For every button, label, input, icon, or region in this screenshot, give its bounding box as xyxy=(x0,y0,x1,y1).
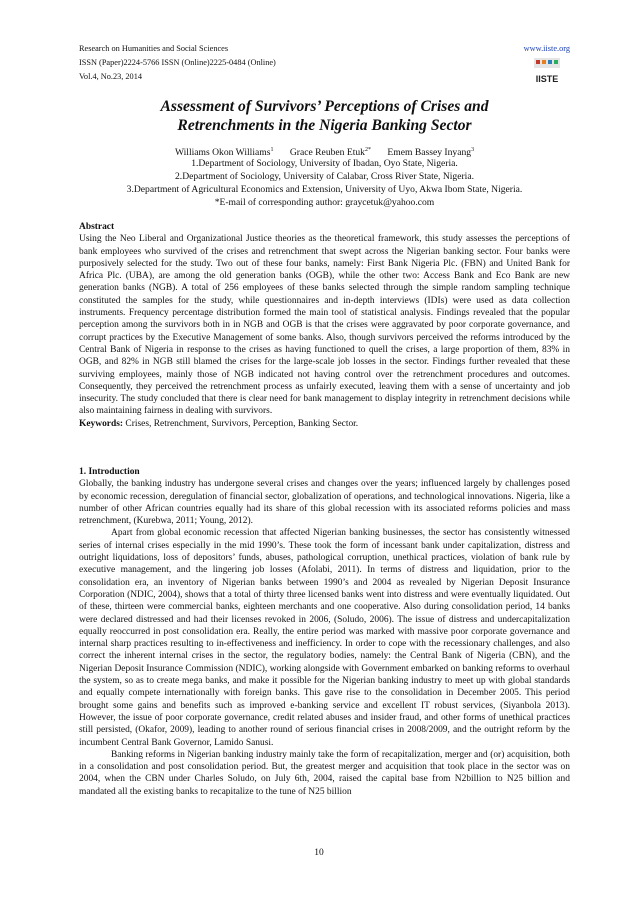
abstract-text: Using the Neo Liberal and Organizational Justice theories as the theoretical framework, this study assesses the perceptions of bank employees who survived of the crises and retrenchment that swept across the Nigerian banking sector. Four banks were purposively selected for the study. Two out of these four banks, namely: First Bank Nigeria Plc. (FBN) and United Bank for Africa Plc. (UBA), are among the old generation banks (OGB), while the other two: Access Bank and Eco Bank are new generation banks (NGB). A total of 256 employees of these banks selected through the simple random sampling technique constituted the samples for the study, while questionnaires and in-depth interviews (IDIs) were used as data collection instruments. Frequency percentage distribution formed the main tool of statistical analysis. Findings revealed that the popular perception among the survivors both in in NGB and OGB is that the crises were aggravated by poor corporate governance, and corrupt practices by the Executive Management of some banks. Also, though survivors perceived the reforms introduced by the Central Bank of Nigeria in response to the crises as having functioned to quell the crises, a large proportion of them, 83% in OGB, and 82% in NGB still blamed the crises for the large-scale job losses in the sector. Findings further revealed that these surviving employees, mainly those of NGB indicated not having control over the retrenchment procedures and outcomes. Consequently, they perceived the retrenchment process as unfairly executed, leaving them with a sense of uncertainty and job insecurity. The study concluded that there is clear need for bank management to display integrity in retrenchment decisions while also maintaining fairness in dealing with survivors. xyxy=(79,234,570,417)
abstract-heading: Abstract xyxy=(79,222,115,232)
keywords-list: Crises, Retrenchment, Survivors, Perception, Banking Sector. xyxy=(123,418,359,429)
author-2: Grace Reuben Etuk$^{2*}$ xyxy=(289,147,371,159)
abstract-section xyxy=(79,221,570,430)
section-heading: 1. Introduction xyxy=(79,467,140,477)
title-line-1: Assessment of Survivors’ Perceptions of Crises and xyxy=(160,98,489,115)
title-line-2: Retrenchments in the Nigeria Banking Sector xyxy=(177,117,472,134)
page-number: 10 xyxy=(314,848,324,858)
keywords-label: Keywords: xyxy=(79,418,124,429)
volume-line: Vol.4, No.23, 2014 xyxy=(79,72,142,81)
paragraph-3: Banking reforms in Nigerian banking industry mainly take the form of recapitalization, merger and (or) acquisition, both in a consolidation and post consolidation period. But, the greatest merger and acquisition that took place in the sector was on 2004, when the CBN under Charles Soludo, on July 6th, 2004, raised the capital base from N2billion to N25 billion and mandated all the existing banks to recapitalize to the tune of N25 billion xyxy=(79,749,570,797)
keywords-line xyxy=(79,418,570,430)
affiliation-1: 1.Department of Sociology, University of Ibadan, Oyo State, Nigeria. xyxy=(191,158,458,169)
paragraph-1: Globally, the banking industry has undergone several crises and changes over the years; influenced largely by challenges posed by economic recession, deregulation of financial sector, globalization of operations, and technological innovations. Nigeria, like a number of other African countries equally had its share of this global recession with its associated reforms policies and mass retrenchment, (Kurebwa, 2011; Young, 2012). xyxy=(79,479,570,527)
journal-url-link[interactable]: www.iiste.org xyxy=(523,44,570,53)
issn-line: ISSN (Paper)2224-5766 ISSN (Online)2225-0484 (Online) xyxy=(79,58,276,67)
introduction-section xyxy=(79,466,570,798)
paper-title xyxy=(79,97,570,135)
iiste-logo xyxy=(532,56,562,88)
author-1: Williams Okon Williams$^1$ xyxy=(174,147,274,159)
affiliation-2: 2.Department of Sociology, University of Calabar, Cross River State, Nigeria. xyxy=(175,171,474,182)
author-3: Emem Bassey Inyang$^3$ xyxy=(387,147,475,159)
affiliation-3: 3.Department of Agricultural Economics and Extension, University of Uyo, Akwa Ibom State, Nigeria. xyxy=(126,184,523,195)
corresponding-email: *E-mail of corresponding author: graycetuk@yahoo.com xyxy=(214,197,435,208)
svg-text:IISTE: IISTE xyxy=(535,74,559,84)
journal-name: Research on Humanities and Social Sciences xyxy=(79,44,229,53)
paragraph-2: Apart from global economic recession that affected Nigerian banking businesses, the sector has consistently witnessed series of internal crises especially in the mid 1990’s. These took the form of incessant bank under capitalization, distress and outright liquidations, loss of depositors’ funds, abuses, pathological corruption, unethical practices, violation of bank rule by executive management, and the lingering job losses (Afolabi, 2011). In terms of distress and liquidation, prior to the consolidation era, an inventory of Nigerian banks between 1990’s and 2004 as revealed by Nigerian Deposit Insurance Corporation (NDIC, 2004), shows that a total of thirty three licensed banks went into distress and were eventually liquidated. Out of these, thirteen were commercial banks, eighteen merchants and one cooperative. Also during consolidation period, 14 banks were declared distressed and had their licenses revoked in 2006, (Soludo, 2006). The issue of distress and undercapitalization equally reoccurred in post consolidation era. Really, the entire period was marked with massive poor corporate governance and internal sharp practices resulting to in-effectiveness and inefficiency. In order to cope with the recessionary challenges, and also correct the inherent internal crises in the sector, the regulatory bodies, namely: the Central Bank of Nigeria (CBN), and the Nigerian Deposit Insurance Commission (NDIC), working alongside with Government embarked on banking reforms to overhaul the system, so as to create mega banks, and make it possible for the Nigerian banking industry to meet up with global standards and equally compete internationally with foreign banks. This gave rise to the consolidation in December 2005. This period brought some gains and benefits such as improved e-banking service and excellent IT robust services, (Siyanbola 2013). However, the issue of poor corporate governance, credit related abuses and insider fraud, and other forms of unethical practices still persisted, (Okafor, 2009), leading to another round of serious financial crises in 2008/2009, and the outright reform by the incumbent Central Bank Governor, Lamido Sanusi. xyxy=(79,528,570,748)
